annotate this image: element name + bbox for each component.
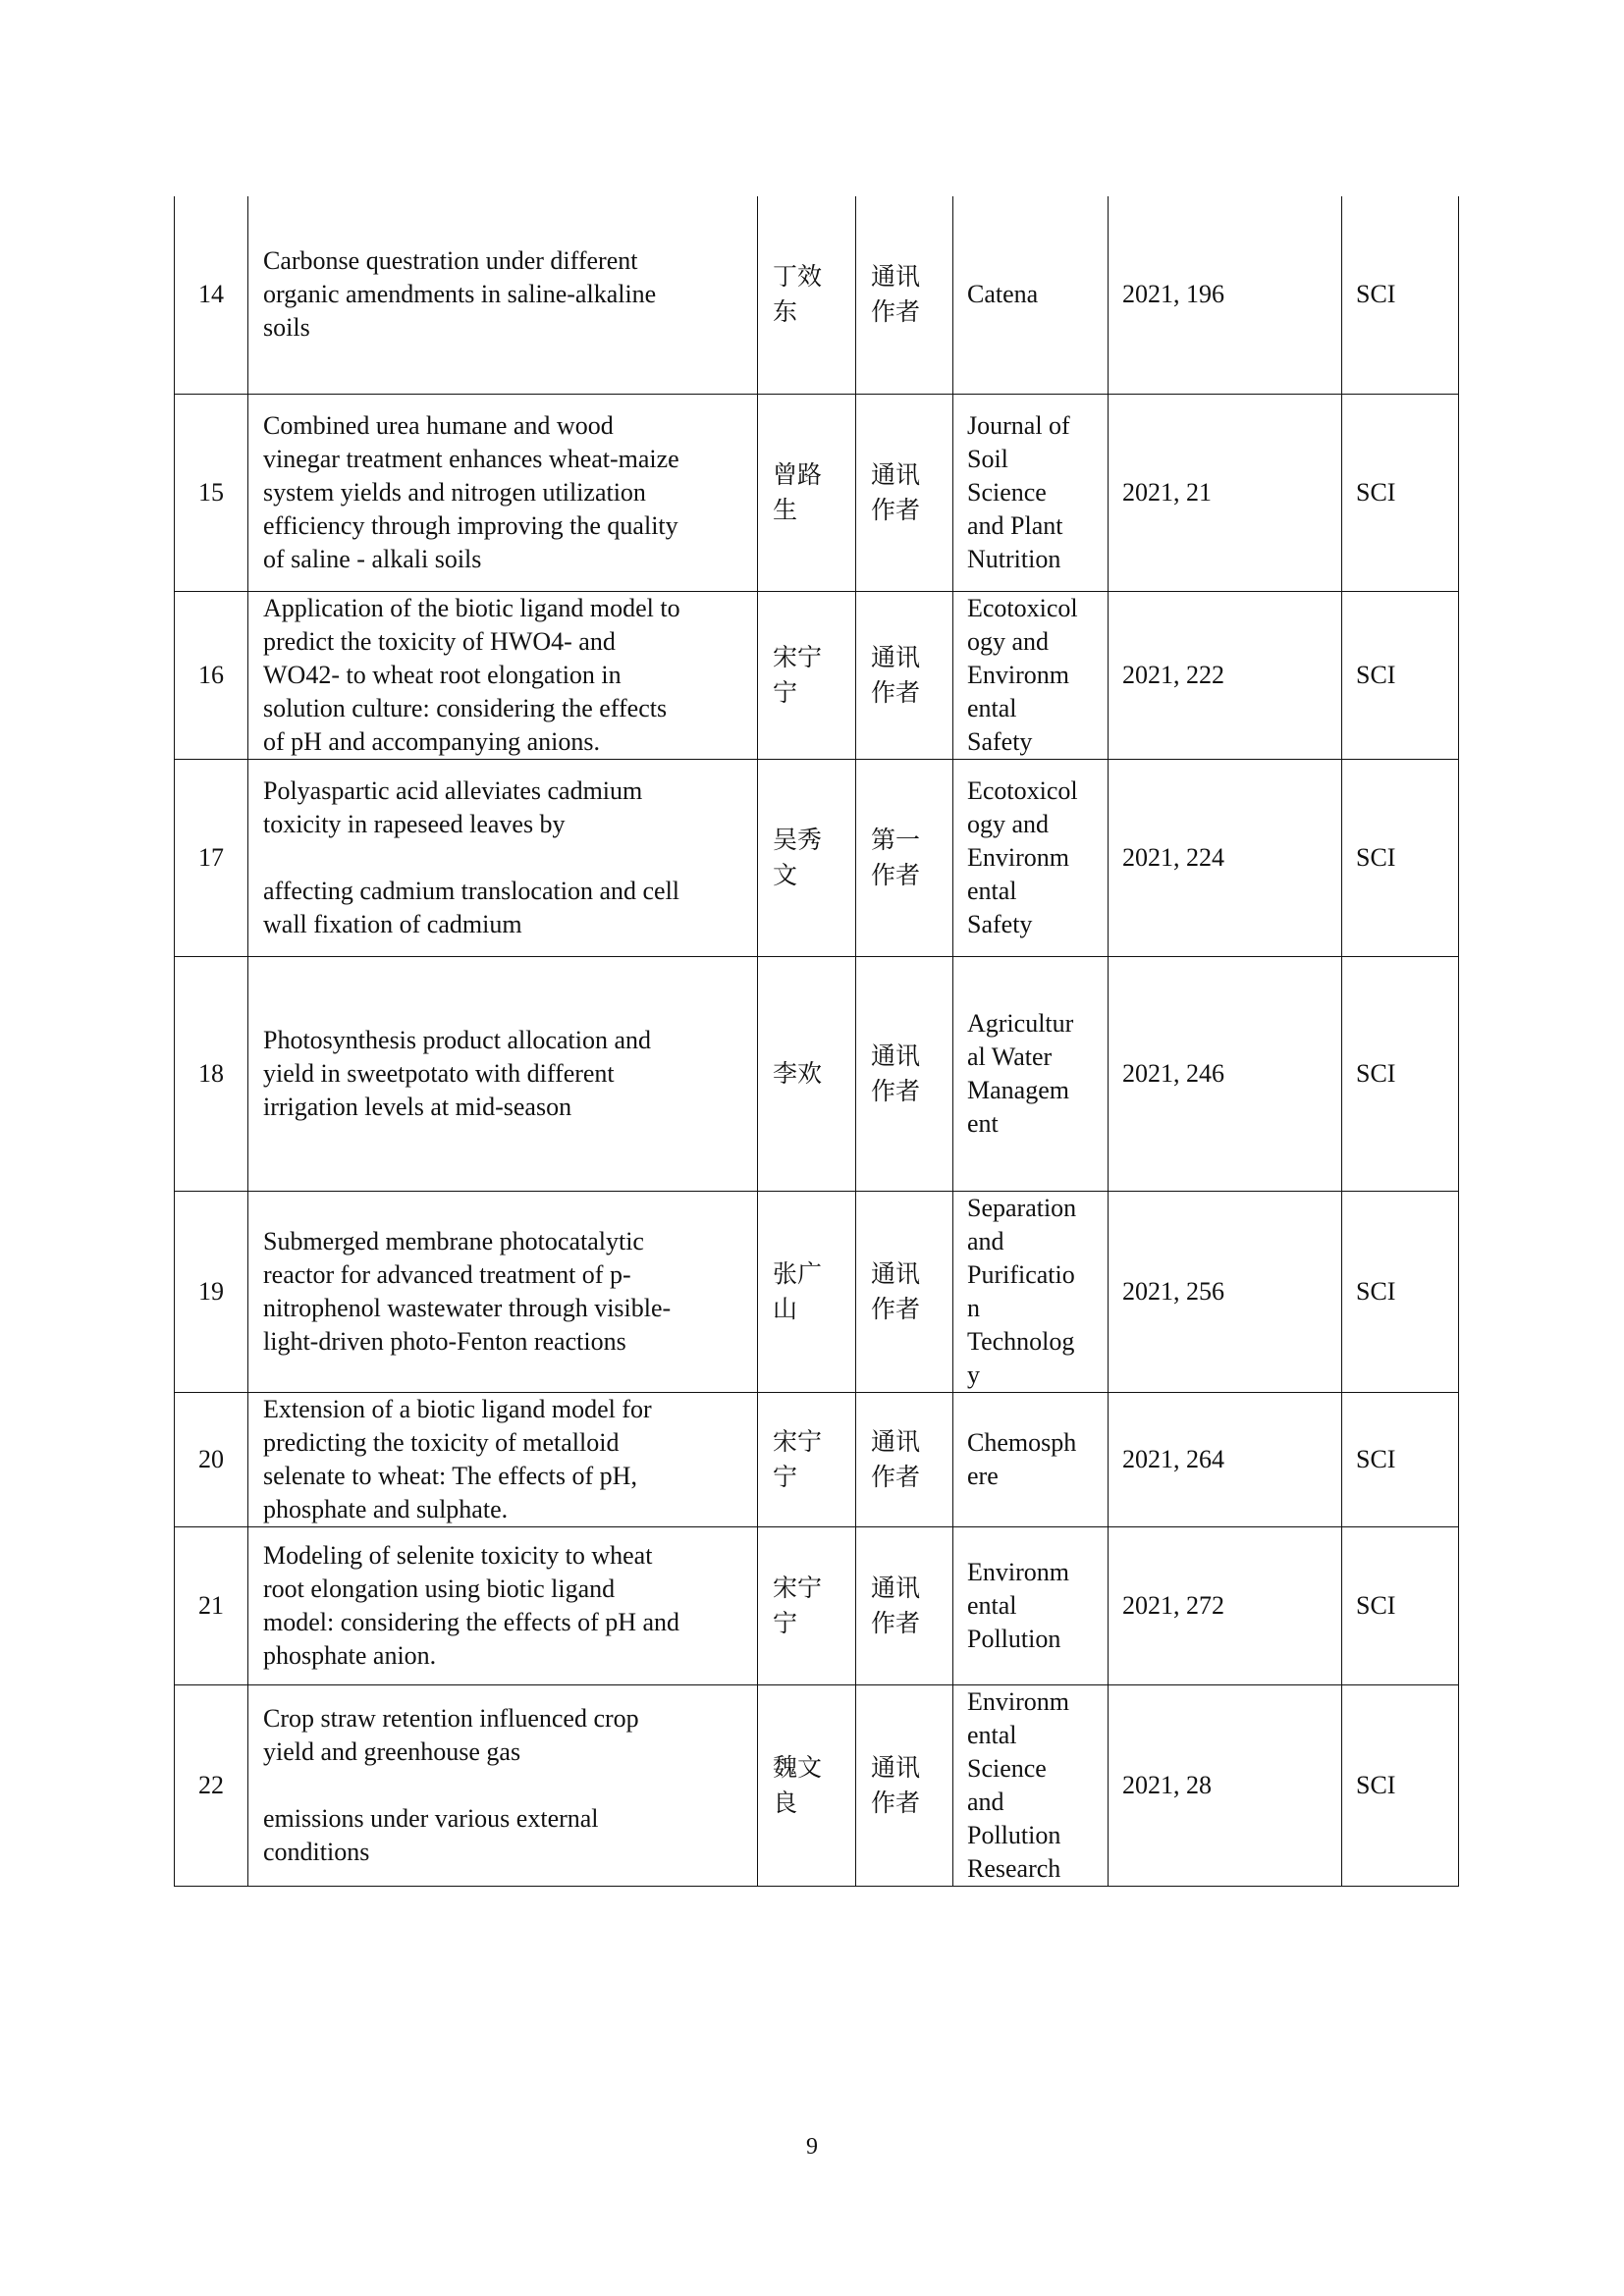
publication-year-volume-cell: 2021, 272: [1109, 1526, 1342, 1684]
author-name-cell: [758, 1684, 856, 1886]
author-role-line: 通讯: [871, 1426, 921, 1456]
row-number-cell: 17: [175, 759, 248, 956]
author-role-line: 通讯: [871, 1041, 921, 1070]
journal-name-cell: [953, 1526, 1109, 1684]
journal-name-line: ogy and: [967, 809, 1050, 838]
journal-name-line: al Water: [967, 1041, 1053, 1071]
paper-title-line: conditions: [263, 1837, 370, 1866]
table-row: [175, 1526, 1459, 1684]
journal-name-line: Catena: [967, 280, 1039, 309]
paper-title-line: of saline - alkali soils: [263, 544, 482, 573]
author-name-line: 宁: [773, 677, 798, 707]
author-name-line: 宁: [773, 1608, 798, 1637]
author-role-line: 通讯: [871, 1258, 921, 1288]
journal-name-line: n: [967, 1293, 980, 1322]
journal-name-line: and: [967, 1226, 1004, 1255]
page-number: 9: [806, 2134, 818, 2160]
paper-title-line: solution culture: considering the effects: [263, 693, 668, 722]
paper-title-line: Application of the biotic ligand model to: [263, 593, 680, 622]
row-number-cell: 22: [175, 1684, 248, 1886]
paper-title-line: yield and greenhouse gas: [263, 1736, 521, 1766]
paper-title-line: of pH and accompanying anions.: [263, 726, 600, 756]
journal-name-line: Chemosph: [967, 1427, 1077, 1457]
journal-name-line: Environm: [967, 1557, 1069, 1586]
author-name-line: 东: [773, 297, 798, 327]
paper-title-line: model: considering the effects of pH and: [263, 1607, 680, 1636]
table-row: [175, 956, 1459, 1191]
paper-title-line: phosphate and sulphate.: [263, 1494, 509, 1523]
journal-name-line: Purificatio: [967, 1259, 1075, 1289]
journal-name-line: Pollution: [967, 1624, 1061, 1653]
author-role-cell: [856, 1684, 953, 1886]
paper-title-line: vinegar treatment enhances wheat-maize: [263, 444, 679, 473]
table-row: [175, 759, 1459, 956]
journal-name-line: Pollution: [967, 1820, 1061, 1849]
paper-title-line: yield in sweetpotato with different: [263, 1058, 615, 1088]
publication-year-volume-cell: 2021, 256: [1109, 1191, 1342, 1392]
journal-name-line: Technolog: [967, 1326, 1075, 1356]
paper-title-line: Extension of a biotic ligand model for: [263, 1394, 652, 1423]
paper-title-line: efficiency through improving the quality: [263, 510, 678, 540]
table-row: [175, 196, 1459, 394]
author-name-cell: [758, 394, 856, 591]
paper-title-cell: [248, 1684, 758, 1886]
row-number-cell: 19: [175, 1191, 248, 1392]
paper-title-line: Submerged membrane photocatalytic: [263, 1226, 644, 1255]
publication-year-volume-cell: 2021, 224: [1109, 759, 1342, 956]
journal-name-line: and: [967, 1787, 1004, 1816]
row-number-cell: 18: [175, 956, 248, 1191]
publication-year-volume-cell: 2021, 222: [1109, 591, 1342, 759]
journal-name-line: Managem: [967, 1075, 1069, 1104]
author-role-line: 作者: [871, 1788, 921, 1817]
journal-name-cell: [953, 1392, 1109, 1526]
author-name-cell: [758, 1392, 856, 1526]
publications-table-body: [175, 196, 1459, 1886]
journal-name-line: Journal of: [967, 410, 1070, 440]
author-name-line: 丁效: [773, 262, 823, 292]
paper-title-cell: [248, 394, 758, 591]
paper-title-line: affecting cadmium translocation and cell: [263, 876, 680, 905]
publication-year-volume-cell: 2021, 28: [1109, 1684, 1342, 1886]
paper-title-line: Carbonse questration under different: [263, 246, 638, 276]
publication-year-volume-cell: 2021, 264: [1109, 1392, 1342, 1526]
paper-title-cell: [248, 1191, 758, 1392]
paper-title-cell: [248, 956, 758, 1191]
journal-name-cell: [953, 1684, 1109, 1886]
author-role-line: 通讯: [871, 262, 921, 292]
journal-name-line: Soil: [967, 444, 1008, 473]
journal-name-line: ogy and: [967, 626, 1050, 656]
journal-name-line: ental: [967, 876, 1017, 905]
index-type-cell: SCI: [1342, 1392, 1459, 1526]
journal-name-line: Safety: [967, 909, 1033, 938]
paper-title-line: nitrophenol wastewater through visible-: [263, 1293, 672, 1322]
author-role-line: 通讯: [871, 1573, 921, 1602]
author-name-cell: [758, 196, 856, 394]
journal-name-line: ere: [967, 1461, 999, 1490]
author-role-cell: [856, 956, 953, 1191]
author-role-line: 通讯: [871, 1752, 921, 1782]
journal-name-cell: [953, 956, 1109, 1191]
paper-title-line: light-driven photo-Fenton reactions: [263, 1326, 626, 1356]
author-role-cell: [856, 196, 953, 394]
author-name-cell: [758, 1526, 856, 1684]
paper-title-line: predict the toxicity of HWO4- and: [263, 626, 616, 656]
author-role-line: 通讯: [871, 459, 921, 489]
journal-name-line: ental: [967, 1720, 1017, 1749]
paper-title-line: Polyaspartic acid alleviates cadmium: [263, 775, 643, 805]
index-type-cell: SCI: [1342, 394, 1459, 591]
paper-title-cell: [248, 759, 758, 956]
paper-title-line: toxicity in rapeseed leaves by: [263, 809, 566, 838]
author-role-cell: [856, 1191, 953, 1392]
journal-name-line: Separation: [967, 1193, 1077, 1222]
author-role-cell: [856, 591, 953, 759]
paper-title-line: emissions under various external: [263, 1803, 599, 1833]
journal-name-line: Ecotoxicol: [967, 775, 1078, 805]
journal-name-line: Safety: [967, 726, 1033, 756]
author-name-line: 宁: [773, 1462, 798, 1491]
paper-title-line: root elongation using biotic ligand: [263, 1574, 616, 1603]
author-name-line: 曾路: [773, 459, 823, 489]
author-name-line: 李欢: [773, 1058, 823, 1088]
author-name-cell: [758, 956, 856, 1191]
paper-title-cell: [248, 1526, 758, 1684]
publications-table: [174, 196, 1459, 1887]
author-role-line: 通讯: [871, 642, 921, 671]
journal-name-line: Agricultur: [967, 1008, 1074, 1038]
row-number-cell: 15: [175, 394, 248, 591]
journal-name-line: and Plant: [967, 510, 1063, 540]
paper-title-line: selenate to wheat: The effects of pH,: [263, 1461, 637, 1490]
author-name-cell: [758, 1191, 856, 1392]
row-number-cell: 21: [175, 1526, 248, 1684]
author-role-line: 作者: [871, 1608, 921, 1637]
author-name-line: 宋宁: [773, 1426, 823, 1456]
author-name-cell: [758, 759, 856, 956]
journal-name-line: Science: [967, 1753, 1047, 1783]
paper-title-line: system yields and nitrogen utilization: [263, 477, 646, 507]
author-role-line: 作者: [871, 1462, 921, 1491]
author-role-line: 第一: [871, 825, 921, 854]
index-type-cell: SCI: [1342, 1526, 1459, 1684]
journal-name-line: ental: [967, 1590, 1017, 1620]
table-row: [175, 1392, 1459, 1526]
paper-title-line: irrigation levels at mid-season: [263, 1092, 572, 1121]
author-name-line: 宋宁: [773, 642, 823, 671]
journal-name-line: ental: [967, 693, 1017, 722]
publication-year-volume-cell: 2021, 21: [1109, 394, 1342, 591]
paper-title-blank-line: [263, 841, 743, 875]
journal-name-cell: [953, 196, 1109, 394]
index-type-cell: SCI: [1342, 1684, 1459, 1886]
author-name-line: 魏文: [773, 1752, 823, 1782]
paper-title-blank-line: [263, 1769, 743, 1802]
index-type-cell: SCI: [1342, 956, 1459, 1191]
author-role-cell: [856, 1526, 953, 1684]
paper-title-line: Photosynthesis product allocation and: [263, 1025, 652, 1054]
author-name-line: 山: [773, 1294, 798, 1323]
table-row: [175, 394, 1459, 591]
paper-title-line: Crop straw retention influenced crop: [263, 1703, 639, 1733]
paper-title-line: WO42- to wheat root elongation in: [263, 660, 622, 689]
paper-title-line: organic amendments in saline-alkaline: [263, 280, 657, 309]
journal-name-line: y: [967, 1360, 980, 1389]
paper-title-cell: [248, 1392, 758, 1526]
paper-title-line: predicting the toxicity of metalloid: [263, 1427, 620, 1457]
author-name-line: 生: [773, 495, 798, 524]
table-row: [175, 591, 1459, 759]
publication-year-volume-cell: 2021, 196: [1109, 196, 1342, 394]
journal-name-line: Environm: [967, 660, 1069, 689]
row-number-cell: 16: [175, 591, 248, 759]
author-name-line: 吴秀: [773, 825, 823, 854]
author-role-cell: [856, 1392, 953, 1526]
paper-title-cell: [248, 196, 758, 394]
author-role-line: 作者: [871, 297, 921, 327]
author-role-cell: [856, 394, 953, 591]
paper-title-line: Combined urea humane and wood: [263, 410, 614, 440]
journal-name-line: Environm: [967, 842, 1069, 872]
index-type-cell: SCI: [1342, 196, 1459, 394]
journal-name-cell: [953, 759, 1109, 956]
journal-name-line: Ecotoxicol: [967, 593, 1078, 622]
author-role-line: 作者: [871, 1076, 921, 1105]
row-number-cell: 20: [175, 1392, 248, 1526]
author-role-line: 作者: [871, 677, 921, 707]
paper-title-line: Modeling of selenite toxicity to wheat: [263, 1540, 653, 1570]
author-role-line: 作者: [871, 860, 921, 889]
author-role-cell: [856, 759, 953, 956]
journal-name-cell: [953, 394, 1109, 591]
index-type-cell: SCI: [1342, 1191, 1459, 1392]
paper-title-line: reactor for advanced treatment of p-: [263, 1259, 631, 1289]
journal-name-line: ent: [967, 1108, 999, 1138]
row-number-cell: 14: [175, 196, 248, 394]
table-row: [175, 1684, 1459, 1886]
publication-year-volume-cell: 2021, 246: [1109, 956, 1342, 1191]
journal-name-line: Nutrition: [967, 544, 1061, 573]
paper-title-line: soils: [263, 313, 310, 343]
author-name-line: 文: [773, 860, 798, 889]
paper-title-cell: [248, 591, 758, 759]
journal-name-cell: [953, 1191, 1109, 1392]
table-row: [175, 1191, 1459, 1392]
paper-title-line: phosphate anion.: [263, 1640, 437, 1670]
author-name-line: 张广: [773, 1258, 823, 1288]
author-name-line: 良: [773, 1788, 798, 1817]
author-name-cell: [758, 591, 856, 759]
journal-name-cell: [953, 591, 1109, 759]
journal-name-line: Research: [967, 1853, 1061, 1883]
journal-name-line: Environm: [967, 1686, 1069, 1716]
author-name-line: 宋宁: [773, 1573, 823, 1602]
index-type-cell: SCI: [1342, 759, 1459, 956]
author-role-line: 作者: [871, 1294, 921, 1323]
author-role-line: 作者: [871, 495, 921, 524]
journal-name-line: Science: [967, 477, 1047, 507]
paper-title-line: wall fixation of cadmium: [263, 909, 522, 938]
index-type-cell: SCI: [1342, 591, 1459, 759]
